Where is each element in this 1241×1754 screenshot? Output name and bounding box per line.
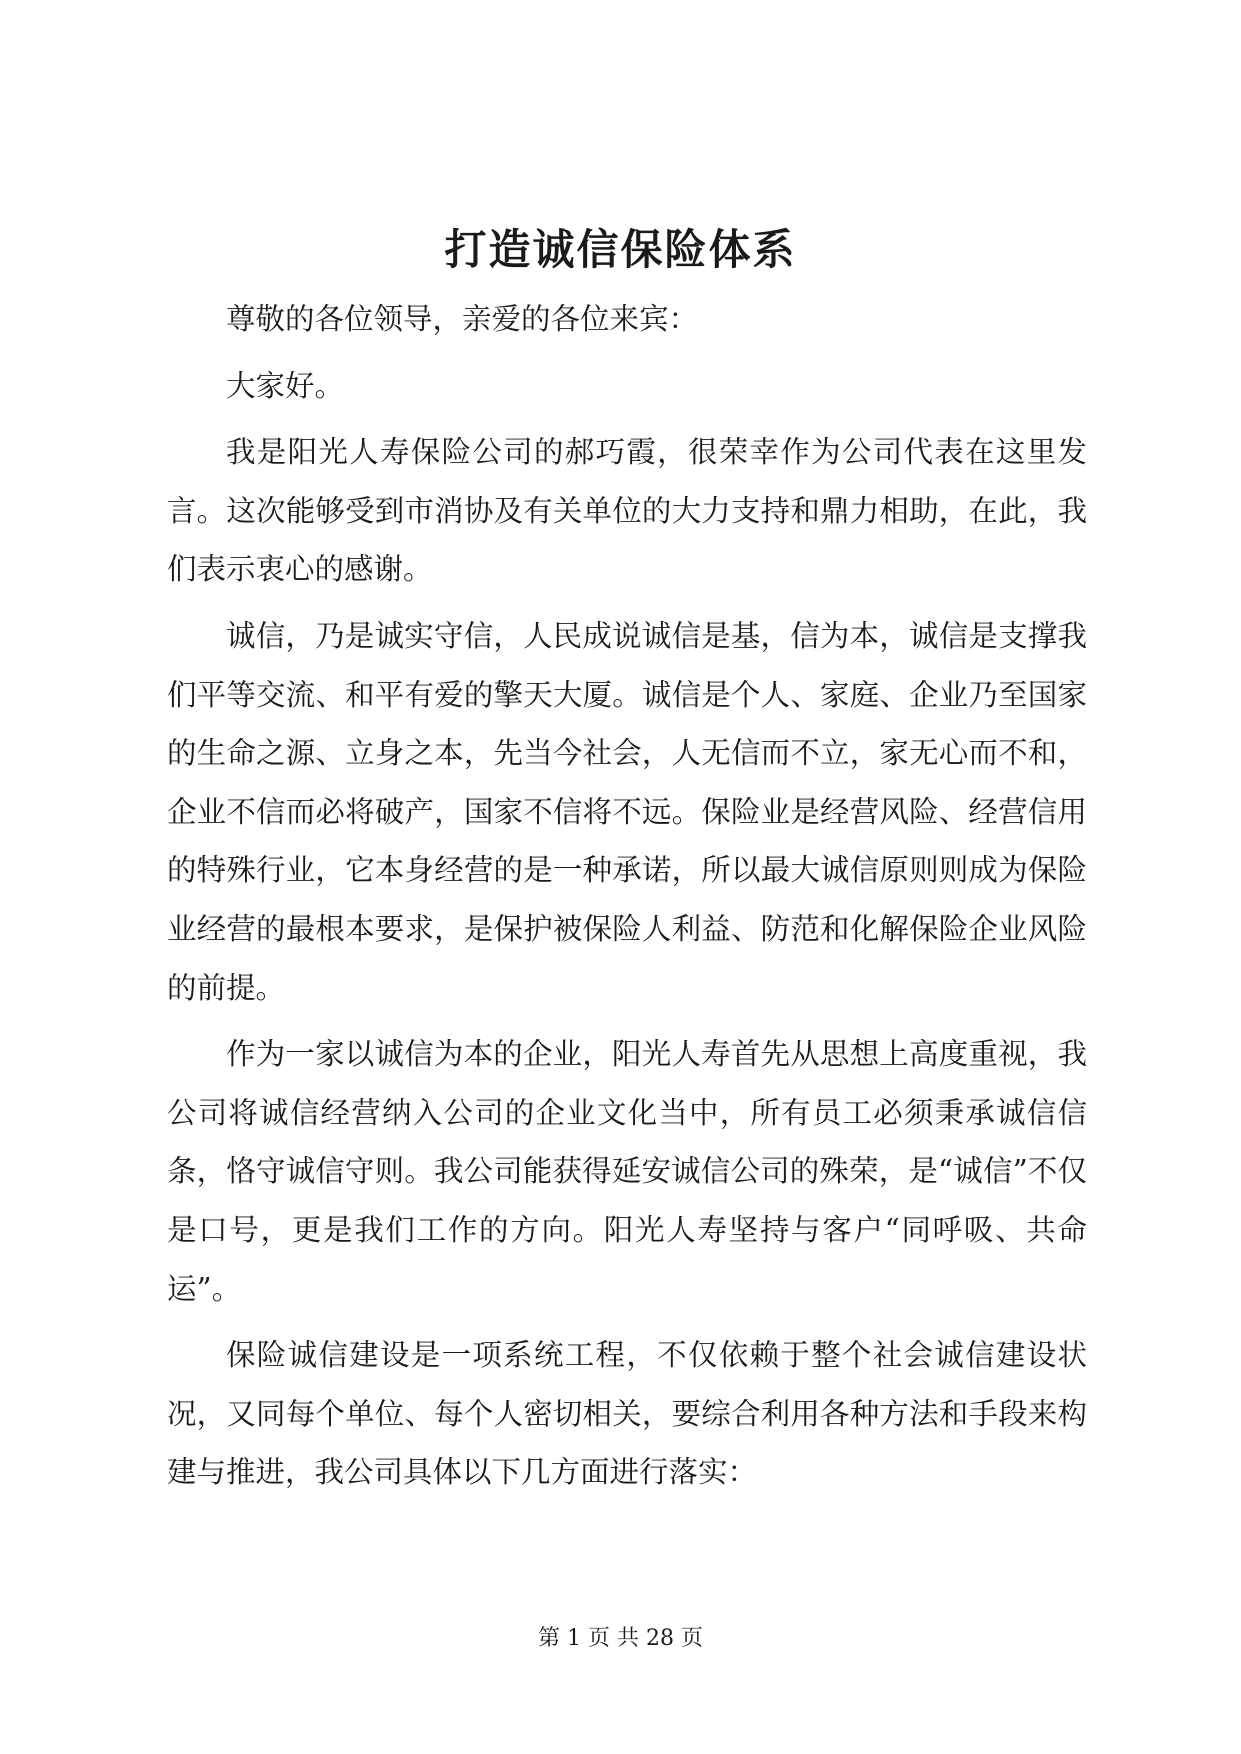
paragraph-introduction: 我是阳光人寿保险公司的郝巧霞，很荣幸作为公司代表在这里发言。这次能够受到市消协及有关单位的大力支持和鼎力相助，在此，我们表示衷心的感谢。 [167, 435, 1087, 587]
paragraph-salutation: 尊敬的各位领导，亲爱的各位来宾： [226, 302, 699, 336]
page-number-footer: 第 1 页 共 28 页 [538, 1626, 703, 1651]
document-title: 打造诚信保险体系 [444, 225, 797, 274]
paragraph-company-values: 作为一家以诚信为本的企业，阳光人寿首先从思想上高度重视，我公司将诚信经营纳入公司的企业文化当中，所有员工必须秉承诚信信条，恪守诚信守则。我公司能获得延安诚信公司的殊荣，是“诚信”不仅是口号，更是我们工作的方向。阳光人寿坚持与客户“同呼吸、共命运”。 [167, 1037, 1087, 1306]
paragraph-integrity: 诚信，乃是诚实守信，人民成说诚信是基，信为本，诚信是支撑我们平等交流、和平有爱的擎天大厦。诚信是个人、家庭、企业乃至国家的生命之源、立身之本，先当今社会，人无信而不立，家无心而不和，企业不信而必将破产，国家不信将不远。保险业是经营风险、经营信用的特殊行业，它本身经营的是一种承诺，所以最大诚信原则则成为保险业经营的最根本要求，是保护被保险人利益、防范和化解保险企业风险的前提。 [167, 618, 1087, 1005]
paragraph-greeting: 大家好。 [226, 368, 345, 403]
document-body [167, 290, 1087, 1510]
paragraph-implementation: 保险诚信建设是一项系统工程，不仅依赖于整个社会诚信建设状况，又同每个单位、每个人密切相关，要综合利用各种方法和手段来构建与推进，我公司具体以下几方面进行落实： [167, 1338, 1087, 1490]
